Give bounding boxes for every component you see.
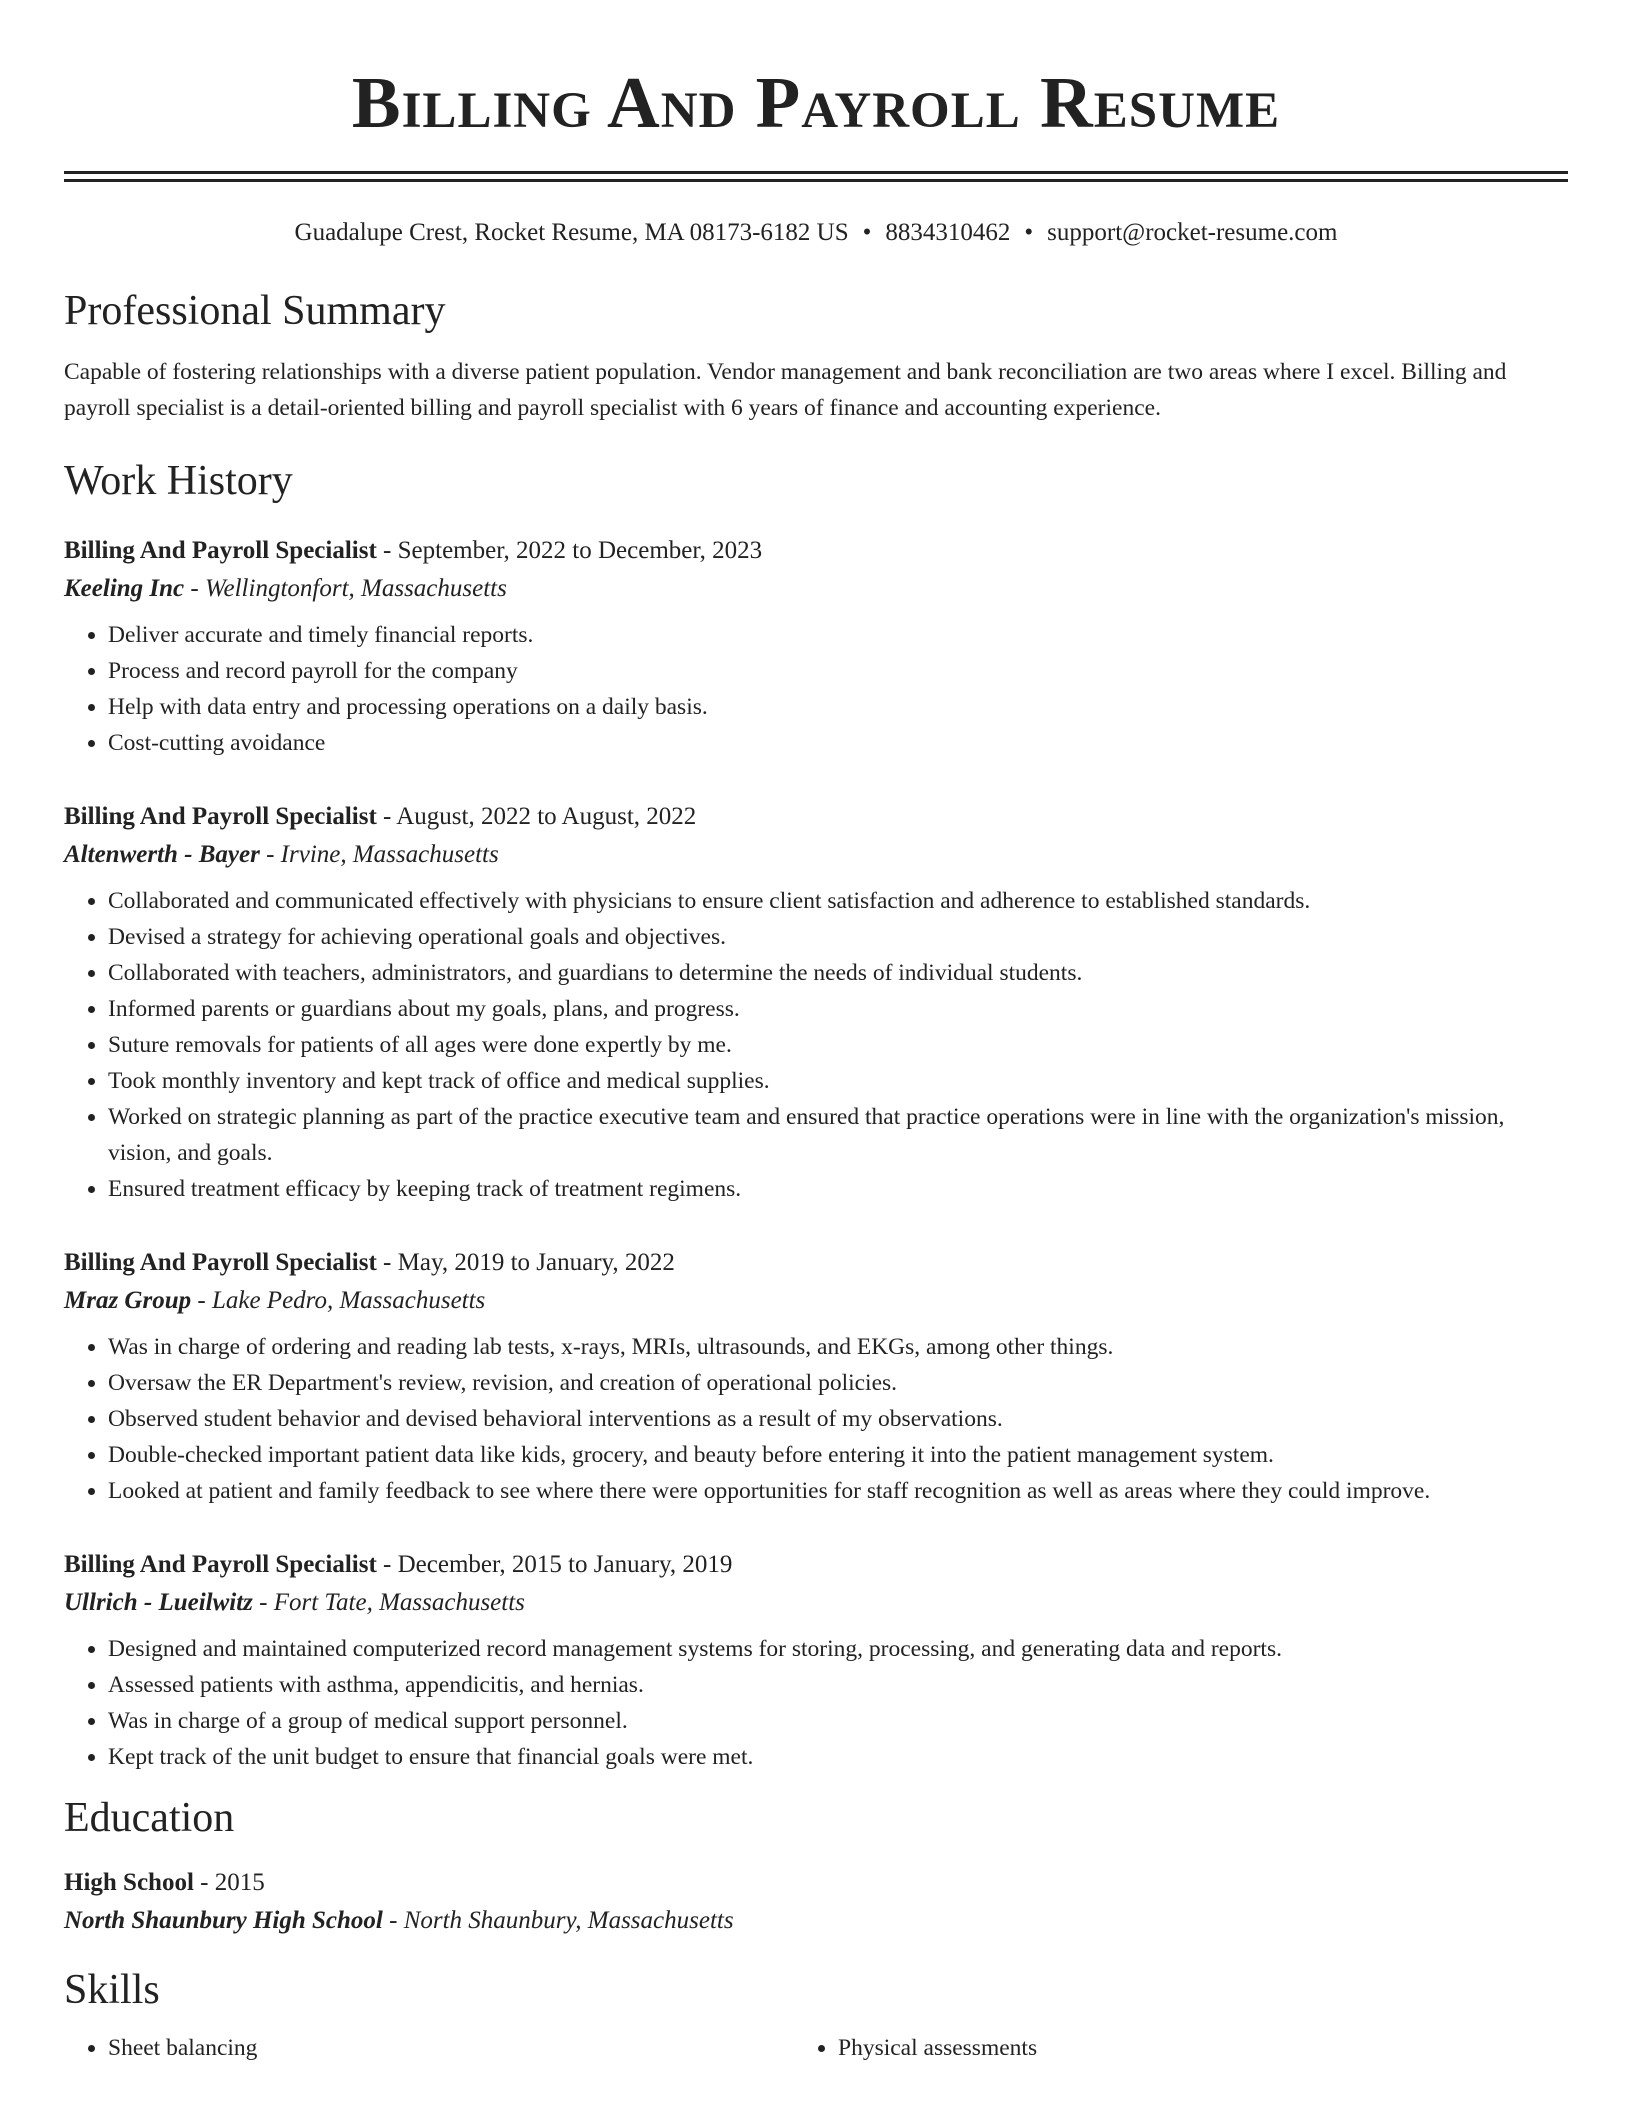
education-school: North Shaunbury High School: [64, 1907, 383, 1935]
skills-heading: Skills: [64, 1967, 160, 2014]
contact-email: support@rocket-resume.com: [1047, 219, 1338, 246]
job-location: - Fort Tate, Massachusetts: [252, 1588, 525, 1616]
list-item: • Worked on strategic planning as part of the practice executive team and ensured that practice operations were in line with the organization's mission, vision, and goals.: [108, 1099, 1568, 1171]
job-entry: [64, 799, 1568, 1207]
resume-title: Billing And Payroll Resume: [351, 62, 1281, 143]
skills-list: [64, 2030, 1568, 2066]
job-bullets: [64, 883, 1568, 1207]
job-dates: - December, 2015 to January, 2019: [376, 1550, 733, 1578]
list-item: • Suture removals for patients of all ages were done expertly by me.: [108, 1027, 1568, 1063]
education-degree-line: [64, 1865, 1568, 1901]
job-company-line: [64, 1585, 1568, 1621]
list-item: • Collaborated with teachers, administrators, and guardians to determine the needs of individual students.: [108, 955, 1568, 991]
job-bullets: [64, 1631, 1568, 1775]
education-entry: [64, 1865, 1568, 1939]
list-item: • Oversaw the ER Department's review, revision, and creation of operational policies.: [108, 1365, 1568, 1401]
job-role: Billing And Payroll Specialist: [64, 1550, 377, 1578]
list-item: • Ensured treatment efficacy by keeping track of treatment regimens.: [108, 1171, 1568, 1207]
job-company-line: [64, 571, 1568, 607]
job-dates: - May, 2019 to January, 2022: [376, 1248, 675, 1276]
education-school-line: [64, 1903, 1568, 1939]
contact-phone: 8834310462: [885, 219, 1011, 246]
education-year: - 2015: [193, 1869, 265, 1897]
list-item: • Process and record payroll for the company: [108, 653, 1568, 689]
skill-item: • Physical assessments: [838, 2030, 1568, 2066]
job-company: Mraz Group: [64, 1286, 192, 1314]
job-title-line: [64, 1547, 1568, 1583]
job-company-line: [64, 1283, 1568, 1319]
list-item: • Was in charge of ordering and reading lab tests, x-rays, MRIs, ultrasounds, and EKGs, among other things.: [108, 1329, 1568, 1365]
job-entry: [64, 1245, 1568, 1509]
list-item: • Designed and maintained computerized record management systems for storing, processing, and generating data and reports.: [108, 1631, 1568, 1667]
summary-heading: Professional Summary: [64, 288, 446, 334]
work-history-heading: Work History: [64, 458, 293, 505]
job-location: - Irvine, Massachusetts: [259, 840, 499, 868]
list-item: • Devised a strategy for achieving operational goals and objectives.: [108, 919, 1568, 955]
contact-line: [64, 218, 1568, 248]
job-entry: [64, 533, 1568, 761]
job-dates: - September, 2022 to December, 2023: [376, 536, 763, 564]
list-item: • Help with data entry and processing operations on a daily basis.: [108, 689, 1568, 725]
list-item: • Kept track of the unit budget to ensure that financial goals were met.: [108, 1739, 1568, 1775]
job-company: Ullrich - Lueilwitz: [64, 1588, 253, 1616]
education-heading: Education: [64, 1794, 235, 1841]
job-location: - Lake Pedro, Massachusetts: [191, 1286, 486, 1314]
job-entry: [64, 1547, 1568, 1775]
summary-text: Capable of fostering relationships with a diverse patient population. Vendor management and bank reconciliation are two areas where I excel. Billing and payroll specialist is a detail-oriented billing and payroll specialist with 6 years of finance and accounting experience.: [64, 359, 1507, 422]
job-dates: - August, 2022 to August, 2022: [376, 802, 697, 830]
job-company-line: [64, 837, 1568, 873]
job-company: Altenwerth - Bayer: [64, 840, 260, 868]
list-item: • Was in charge of a group of medical support personnel.: [108, 1703, 1568, 1739]
job-location: - Wellingtonfort, Massachusetts: [184, 574, 507, 602]
list-item: • Looked at patient and family feedback to see where there were opportunities for staff recognition as well as areas where they could improve.: [108, 1473, 1568, 1509]
list-item: • Deliver accurate and timely financial reports.: [108, 617, 1568, 653]
job-role: Billing And Payroll Specialist: [64, 1248, 377, 1276]
job-title-line: [64, 533, 1568, 569]
contact-address: Guadalupe Crest, Rocket Resume, MA 08173-6182 US: [294, 219, 849, 246]
list-item: • Cost-cutting avoidance: [108, 725, 1568, 761]
job-title-line: [64, 1245, 1568, 1281]
list-item: • Assessed patients with asthma, appendicitis, and hernias.: [108, 1667, 1568, 1703]
job-bullets: [64, 617, 1568, 761]
education-degree: High School: [64, 1869, 194, 1897]
job-role: Billing And Payroll Specialist: [64, 802, 377, 830]
job-title-line: [64, 799, 1568, 835]
education-location: - North Shaunbury, Massachusetts: [382, 1907, 734, 1935]
list-item: • Collaborated and communicated effectively with physicians to ensure client satisfaction and adherence to established standards.: [108, 883, 1568, 919]
contact-separator: •: [862, 219, 872, 246]
list-item: • Took monthly inventory and kept track of office and medical supplies.: [108, 1063, 1568, 1099]
contact-separator: •: [1024, 219, 1034, 246]
list-item: • Double-checked important patient data like kids, grocery, and beauty before entering it into the patient management system.: [108, 1437, 1568, 1473]
list-item: • Informed parents or guardians about my goals, plans, and progress.: [108, 991, 1568, 1027]
skill-item: • Sheet balancing: [108, 2030, 838, 2066]
job-role: Billing And Payroll Specialist: [64, 536, 377, 564]
job-company: Keeling Inc: [64, 574, 185, 602]
title-divider: [64, 171, 1568, 182]
list-item: • Observed student behavior and devised behavioral interventions as a result of my observations.: [108, 1401, 1568, 1437]
job-bullets: [64, 1329, 1568, 1509]
